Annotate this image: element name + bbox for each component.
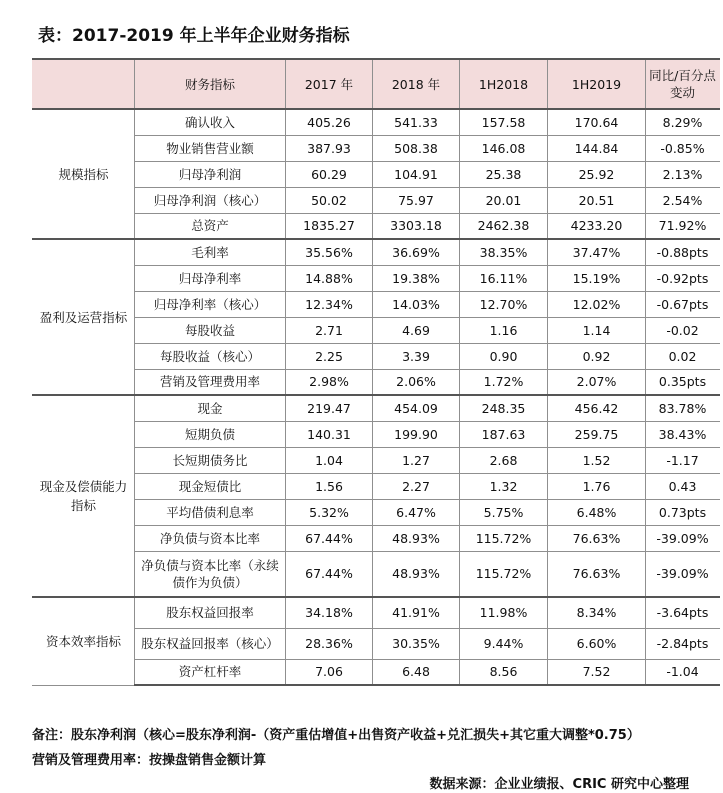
value-1h2018-cell: 187.63 bbox=[460, 421, 548, 447]
table-row bbox=[33, 239, 720, 265]
metric-cell: 确认收入 bbox=[135, 109, 286, 135]
change-cell: -39.09% bbox=[646, 551, 720, 597]
value-1h2018-cell: 9.44% bbox=[460, 628, 548, 659]
value-2017-cell: 12.34% bbox=[286, 291, 373, 317]
table-row bbox=[33, 135, 720, 161]
change-cell: -0.02 bbox=[646, 317, 720, 343]
change-cell: 0.02 bbox=[646, 343, 720, 369]
value-1h2019-cell: 76.63% bbox=[548, 525, 646, 551]
category-cell: 盈利及运营指标 bbox=[33, 239, 135, 395]
table-row bbox=[33, 187, 720, 213]
change-cell: 38.43% bbox=[646, 421, 720, 447]
change-cell: 71.92% bbox=[646, 213, 720, 239]
value-1h2019-cell: 1.14 bbox=[548, 317, 646, 343]
change-cell: 2.13% bbox=[646, 161, 720, 187]
value-2017-cell: 5.32% bbox=[286, 499, 373, 525]
change-cell: -0.92pts bbox=[646, 265, 720, 291]
metric-cell: 总资产 bbox=[135, 213, 286, 239]
page-title: 表：2017-2019 年上半年企业财务指标 bbox=[38, 26, 350, 46]
value-2018-cell: 6.48 bbox=[373, 659, 460, 685]
table-row bbox=[33, 499, 720, 525]
change-cell: 8.29% bbox=[646, 109, 720, 135]
value-2017-cell: 50.02 bbox=[286, 187, 373, 213]
table-row bbox=[33, 525, 720, 551]
value-2017-cell: 7.06 bbox=[286, 659, 373, 685]
column-header-category bbox=[33, 59, 135, 109]
value-2018-cell: 6.47% bbox=[373, 499, 460, 525]
value-1h2019-cell: 6.48% bbox=[548, 499, 646, 525]
value-2018-cell: 2.06% bbox=[373, 369, 460, 395]
column-header-metric: 财务指标 bbox=[135, 59, 286, 109]
value-2018-cell: 1.27 bbox=[373, 447, 460, 473]
category-cell: 现金及偿债能力指标 bbox=[33, 395, 135, 597]
table-row bbox=[33, 551, 720, 597]
table-row bbox=[33, 161, 720, 187]
value-2018-cell: 36.69% bbox=[373, 239, 460, 265]
table-row bbox=[33, 395, 720, 421]
metric-cell: 现金短债比 bbox=[135, 473, 286, 499]
change-cell: 2.54% bbox=[646, 187, 720, 213]
value-1h2018-cell: 115.72% bbox=[460, 551, 548, 597]
change-cell: -0.85% bbox=[646, 135, 720, 161]
table-row bbox=[33, 317, 720, 343]
metric-cell: 股东权益回报率（核心） bbox=[135, 628, 286, 659]
metric-cell: 资产杠杆率 bbox=[135, 659, 286, 685]
column-header-1h2018: 1H2018 bbox=[460, 59, 548, 109]
value-2018-cell: 48.93% bbox=[373, 525, 460, 551]
value-1h2019-cell: 2.07% bbox=[548, 369, 646, 395]
table-header-row bbox=[33, 59, 720, 109]
metric-cell: 归母净利润 bbox=[135, 161, 286, 187]
value-2017-cell: 405.26 bbox=[286, 109, 373, 135]
value-1h2018-cell: 20.01 bbox=[460, 187, 548, 213]
value-1h2019-cell: 37.47% bbox=[548, 239, 646, 265]
value-1h2019-cell: 20.51 bbox=[548, 187, 646, 213]
metric-cell: 短期负债 bbox=[135, 421, 286, 447]
metric-cell: 净负债与资本比率 bbox=[135, 525, 286, 551]
value-1h2019-cell: 25.92 bbox=[548, 161, 646, 187]
value-2017-cell: 60.29 bbox=[286, 161, 373, 187]
change-cell: -1.04 bbox=[646, 659, 720, 685]
value-2017-cell: 35.56% bbox=[286, 239, 373, 265]
metric-cell: 毛利率 bbox=[135, 239, 286, 265]
table-row bbox=[33, 421, 720, 447]
value-2017-cell: 67.44% bbox=[286, 551, 373, 597]
value-1h2019-cell: 1.76 bbox=[548, 473, 646, 499]
value-1h2019-cell: 7.52 bbox=[548, 659, 646, 685]
value-2017-cell: 219.47 bbox=[286, 395, 373, 421]
table-row bbox=[33, 213, 720, 239]
value-2017-cell: 387.93 bbox=[286, 135, 373, 161]
table-row bbox=[33, 291, 720, 317]
value-1h2018-cell: 1.16 bbox=[460, 317, 548, 343]
value-1h2018-cell: 157.58 bbox=[460, 109, 548, 135]
value-2018-cell: 30.35% bbox=[373, 628, 460, 659]
value-2018-cell: 48.93% bbox=[373, 551, 460, 597]
data-source: 数据来源：企业业绩报、CRIC 研究中心整理 bbox=[429, 777, 689, 792]
metric-cell: 归母净利率 bbox=[135, 265, 286, 291]
column-header-1h2019: 1H2019 bbox=[548, 59, 646, 109]
column-header-change: 同比/百分点变动 bbox=[646, 59, 720, 109]
value-2018-cell: 454.09 bbox=[373, 395, 460, 421]
metric-cell: 现金 bbox=[135, 395, 286, 421]
metric-cell: 物业销售营业额 bbox=[135, 135, 286, 161]
value-2017-cell: 28.36% bbox=[286, 628, 373, 659]
value-2017-cell: 1.04 bbox=[286, 447, 373, 473]
value-2018-cell: 199.90 bbox=[373, 421, 460, 447]
value-1h2019-cell: 8.34% bbox=[548, 597, 646, 628]
change-cell: 83.78% bbox=[646, 395, 720, 421]
value-2017-cell: 140.31 bbox=[286, 421, 373, 447]
metric-cell: 股东权益回报率 bbox=[135, 597, 286, 628]
metric-cell: 每股收益 bbox=[135, 317, 286, 343]
value-1h2018-cell: 2.68 bbox=[460, 447, 548, 473]
value-1h2018-cell: 0.90 bbox=[460, 343, 548, 369]
value-2017-cell: 14.88% bbox=[286, 265, 373, 291]
metric-cell: 长短期债务比 bbox=[135, 447, 286, 473]
table-row bbox=[33, 369, 720, 395]
change-cell: 0.35pts bbox=[646, 369, 720, 395]
value-1h2018-cell: 16.11% bbox=[460, 265, 548, 291]
financial-indicators-table bbox=[32, 58, 720, 686]
value-1h2018-cell: 248.35 bbox=[460, 395, 548, 421]
table-row bbox=[33, 265, 720, 291]
change-cell: -39.09% bbox=[646, 525, 720, 551]
footnote-expense-ratio: 营销及管理费用率：按操盘销售金额计算 bbox=[32, 753, 267, 768]
value-1h2018-cell: 2462.38 bbox=[460, 213, 548, 239]
table-row bbox=[33, 447, 720, 473]
value-1h2019-cell: 456.42 bbox=[548, 395, 646, 421]
value-2018-cell: 3303.18 bbox=[373, 213, 460, 239]
value-1h2018-cell: 8.56 bbox=[460, 659, 548, 685]
value-1h2019-cell: 76.63% bbox=[548, 551, 646, 597]
value-1h2018-cell: 115.72% bbox=[460, 525, 548, 551]
table-row bbox=[33, 473, 720, 499]
footnote-core-profit: 备注：股东净利润（核心=股东净利润-（资产重估增值+出售资产收益+兑汇损失+其它重大调整*0.75） bbox=[32, 728, 640, 743]
change-cell: -0.67pts bbox=[646, 291, 720, 317]
value-2018-cell: 508.38 bbox=[373, 135, 460, 161]
value-2017-cell: 2.98% bbox=[286, 369, 373, 395]
table-row bbox=[33, 628, 720, 659]
value-1h2019-cell: 12.02% bbox=[548, 291, 646, 317]
category-cell: 规模指标 bbox=[33, 109, 135, 239]
change-cell: -0.88pts bbox=[646, 239, 720, 265]
value-1h2018-cell: 11.98% bbox=[460, 597, 548, 628]
value-2017-cell: 2.71 bbox=[286, 317, 373, 343]
value-2018-cell: 75.97 bbox=[373, 187, 460, 213]
metric-cell: 平均借债利息率 bbox=[135, 499, 286, 525]
metric-cell: 每股收益（核心） bbox=[135, 343, 286, 369]
value-1h2018-cell: 12.70% bbox=[460, 291, 548, 317]
value-2018-cell: 4.69 bbox=[373, 317, 460, 343]
table-row bbox=[33, 109, 720, 135]
column-header-2018: 2018 年 bbox=[373, 59, 460, 109]
value-1h2019-cell: 259.75 bbox=[548, 421, 646, 447]
value-2018-cell: 104.91 bbox=[373, 161, 460, 187]
value-2018-cell: 19.38% bbox=[373, 265, 460, 291]
metric-cell: 归母净利润（核心） bbox=[135, 187, 286, 213]
value-2018-cell: 541.33 bbox=[373, 109, 460, 135]
table-body bbox=[33, 109, 720, 685]
change-cell: -1.17 bbox=[646, 447, 720, 473]
value-2018-cell: 41.91% bbox=[373, 597, 460, 628]
value-1h2019-cell: 15.19% bbox=[548, 265, 646, 291]
value-2018-cell: 14.03% bbox=[373, 291, 460, 317]
metric-cell: 归母净利率（核心） bbox=[135, 291, 286, 317]
metric-cell: 净负债与资本比率（永续债作为负债） bbox=[135, 551, 286, 597]
value-2017-cell: 2.25 bbox=[286, 343, 373, 369]
value-2017-cell: 67.44% bbox=[286, 525, 373, 551]
value-1h2018-cell: 146.08 bbox=[460, 135, 548, 161]
value-2017-cell: 1.56 bbox=[286, 473, 373, 499]
value-1h2018-cell: 38.35% bbox=[460, 239, 548, 265]
value-1h2018-cell: 1.72% bbox=[460, 369, 548, 395]
value-1h2019-cell: 170.64 bbox=[548, 109, 646, 135]
change-cell: -3.64pts bbox=[646, 597, 720, 628]
value-2017-cell: 1835.27 bbox=[286, 213, 373, 239]
value-1h2018-cell: 25.38 bbox=[460, 161, 548, 187]
change-cell: -2.84pts bbox=[646, 628, 720, 659]
value-1h2019-cell: 144.84 bbox=[548, 135, 646, 161]
value-1h2019-cell: 6.60% bbox=[548, 628, 646, 659]
value-2018-cell: 3.39 bbox=[373, 343, 460, 369]
value-1h2019-cell: 0.92 bbox=[548, 343, 646, 369]
value-1h2019-cell: 1.52 bbox=[548, 447, 646, 473]
change-cell: 0.43 bbox=[646, 473, 720, 499]
metric-cell: 营销及管理费用率 bbox=[135, 369, 286, 395]
table-row bbox=[33, 343, 720, 369]
change-cell: 0.73pts bbox=[646, 499, 720, 525]
value-1h2019-cell: 4233.20 bbox=[548, 213, 646, 239]
column-header-2017: 2017 年 bbox=[286, 59, 373, 109]
table-row bbox=[33, 659, 720, 685]
value-2018-cell: 2.27 bbox=[373, 473, 460, 499]
value-2017-cell: 34.18% bbox=[286, 597, 373, 628]
value-1h2018-cell: 5.75% bbox=[460, 499, 548, 525]
category-cell: 资本效率指标 bbox=[33, 597, 135, 685]
value-1h2018-cell: 1.32 bbox=[460, 473, 548, 499]
table-row bbox=[33, 597, 720, 628]
